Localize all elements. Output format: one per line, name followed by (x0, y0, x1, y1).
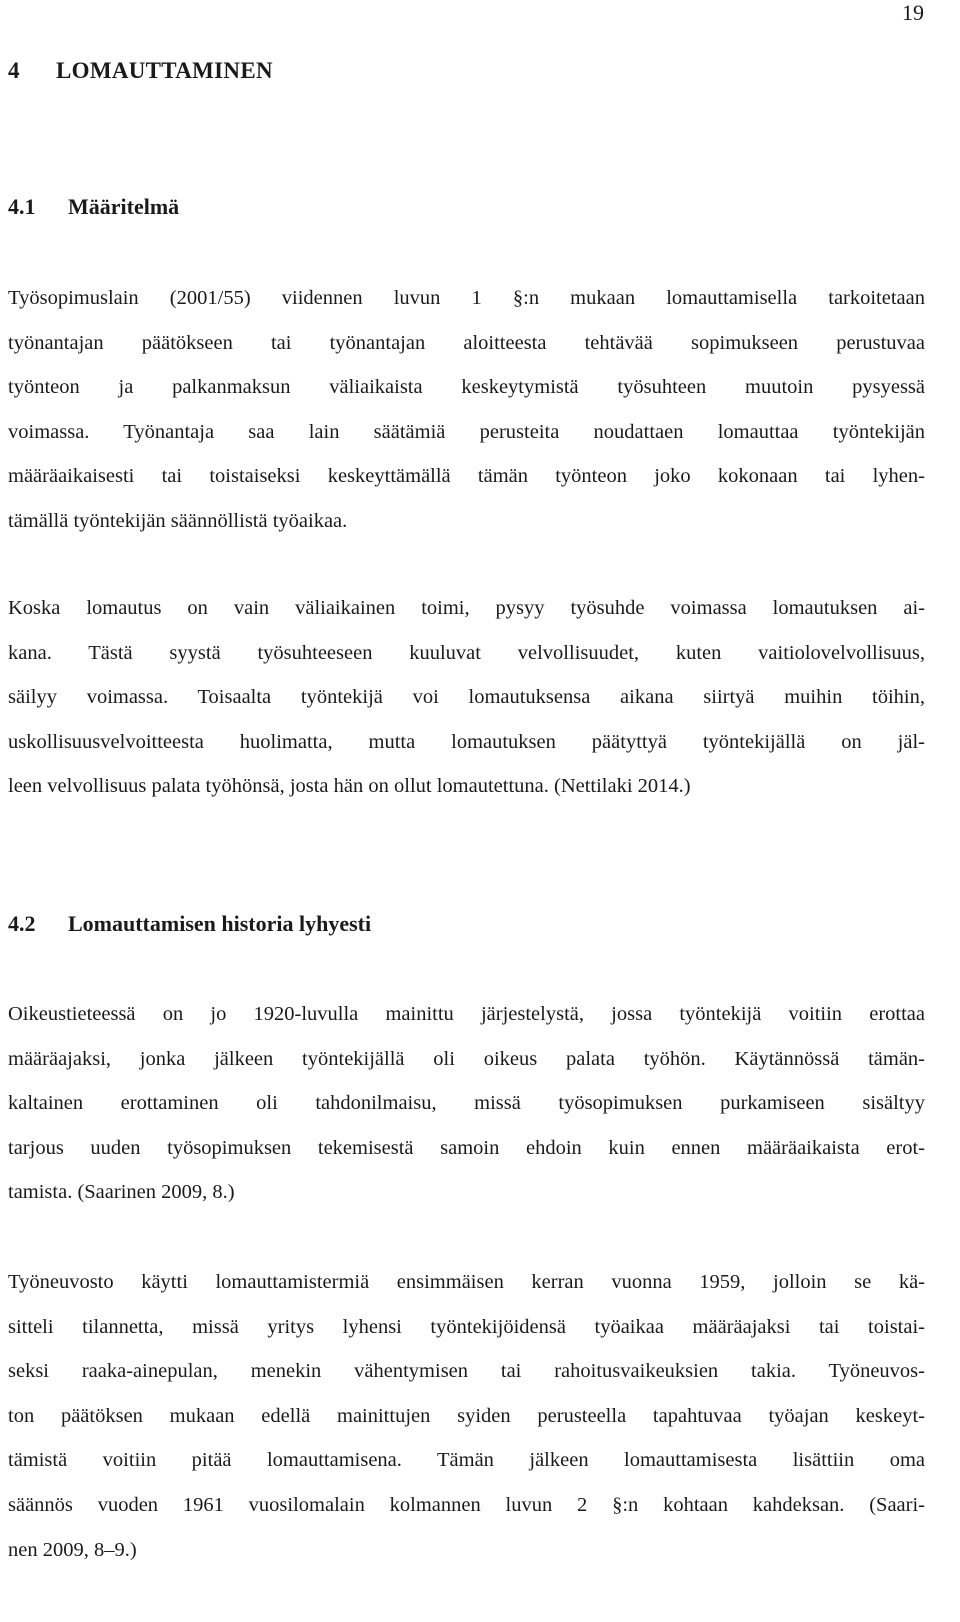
paragraph-definition-1 (8, 276, 925, 544)
section-heading-4-1 (8, 192, 179, 222)
section-number: 4.1 (8, 194, 36, 219)
section-heading-4-2 (8, 909, 371, 939)
chapter-title: LOMAUTTAMINEN (56, 58, 273, 83)
section-number: 4.2 (8, 911, 36, 936)
text-line: säilyy voimassa. Toisaalta työntekijä voi lomautuksensa aikana siirtyä muihin töihin, (8, 686, 925, 709)
text-line: uskollisuusvelvoitteesta huolimatta, mutta lomautuksen päätyttyä työntekijällä on jäl- (8, 730, 925, 753)
text-line: nen 2009, 8–9.) (8, 1538, 137, 1561)
text-line: määräajaksi, jonka jälkeen työntekijällä oli oikeus palata työhön. Käytännössä tämän- (8, 1047, 925, 1070)
text-line: tarjous uuden työsopimuksen tekemisestä samoin ehdoin kuin ennen määräaikaista erot- (8, 1136, 925, 1159)
text-line: työnantajan päätökseen tai työnantajan aloitteesta tehtävää sopimukseen perustuvaa (8, 331, 925, 354)
text-line: seksi raaka-ainepulan, menekin vähentymisen tai rahoitusvaikeuksien takia. Työneuvos- (8, 1360, 925, 1383)
section-title: Määritelmä (68, 194, 180, 219)
text-line: voimassa. Työnantaja saa lain säätämiä perusteita noudattaen lomauttaa työntekijän (8, 420, 925, 443)
text-line: kana. Tästä syystä työsuhteeseen kuuluvat velvollisuudet, kuten vaitiolovelvollisuus, (8, 641, 925, 664)
text-line: Työsopimuslain (2001/55) viidennen luvun 1 §:n mukaan lomauttamisella tarkoitetaan (8, 287, 925, 309)
text-line: ton päätöksen mukaan edellä mainittujen syiden perusteella tapahtuvaa työajan keskeyt- (8, 1404, 925, 1427)
page-number: 19 (902, 0, 924, 25)
text-line: sitteli tilannetta, missä yritys lyhensi työntekijöidensä työaikaa määräajaksi tai toistai- (8, 1315, 925, 1338)
text-line: leen velvollisuus palata työhönsä, josta hän on ollut lomautettuna. (Nettilaki 2014.) (8, 775, 691, 798)
text-line: Koska lomautus on vain väliaikainen toimi, pysyy työsuhde voimassa lomautuksen ai- (8, 597, 925, 619)
section-title: Lomauttamisen historia lyhyesti (68, 911, 372, 936)
paragraph-history-1 (8, 992, 925, 1215)
paragraph-history-2 (8, 1260, 925, 1572)
text-line: kaltainen erottaminen oli tahdonilmaisu, missä työsopimuksen purkamiseen sisältyy (8, 1092, 925, 1115)
chapter-heading (8, 56, 273, 86)
text-line: tämistä voitiin pitää lomauttamisena. Tämän jälkeen lomauttamisesta lisättiin oma (8, 1449, 925, 1472)
paragraph-definition-2 (8, 586, 925, 809)
text-line: Oikeustieteessä on jo 1920-luvulla mainittu järjestelystä, jossa työntekijä voitiin erottaa (8, 1003, 925, 1025)
text-line: Työneuvosto käytti lomauttamistermiä ensimmäisen kerran vuonna 1959, jolloin se kä- (8, 1271, 925, 1293)
text-line: säännös vuoden 1961 vuosilomalain kolmannen luvun 2 §:n kohtaan kahdeksan. (Saari- (8, 1493, 925, 1516)
text-line: työnteon ja palkanmaksun väliaikaista keskeytymistä työsuhteen muutoin pysyessä (8, 376, 925, 399)
text-line: määräaikaisesti tai toistaiseksi keskeyttämällä tämän työnteon joko kokonaan tai lyhen- (8, 465, 925, 488)
text-line: tamista. (Saarinen 2009, 8.) (8, 1181, 235, 1204)
text-line: tämällä työntekijän säännöllistä työaikaa. (8, 509, 348, 532)
chapter-number: 4 (8, 58, 20, 83)
